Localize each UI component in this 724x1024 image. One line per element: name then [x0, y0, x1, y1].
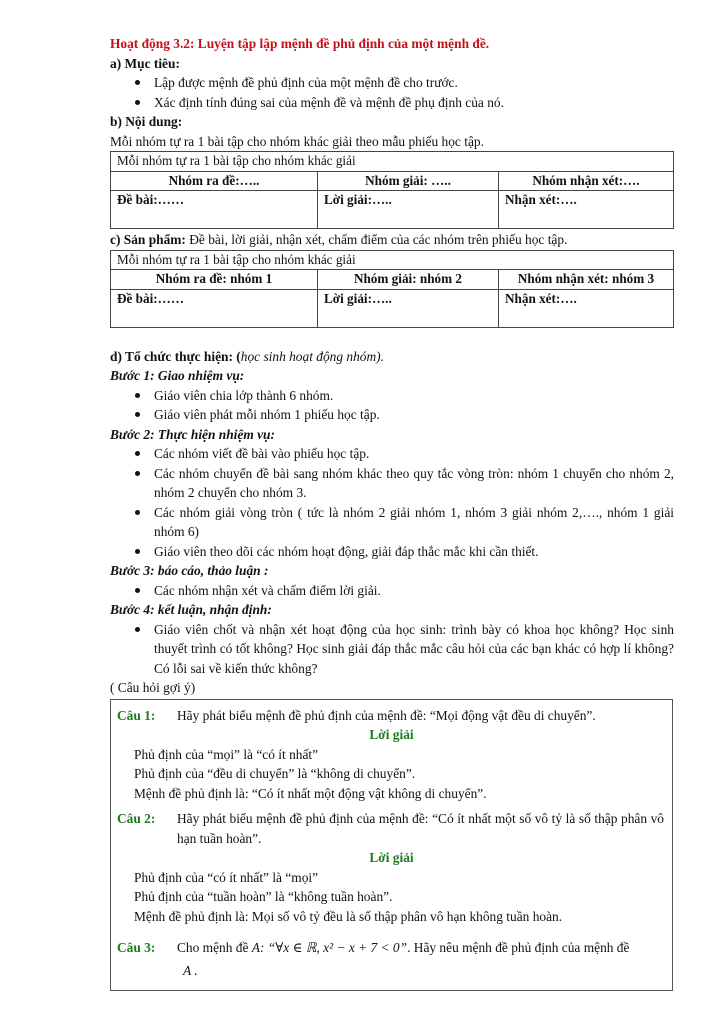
table-cell: Đề bài:…… [111, 191, 318, 229]
hint-label: ( Câu hỏi gợi ý) [110, 680, 196, 695]
worksheet-table-1 [110, 151, 674, 229]
question-number: Câu 3: [117, 940, 156, 955]
question-text: Hãy phát biểu mệnh đề phủ định của mệnh đề: “Có ít nhất một số vô tỷ là số thập phân vô hạn tuần hoàn”. [177, 811, 664, 846]
step-1-list [110, 386, 674, 425]
question-number: Câu 2: [117, 811, 156, 826]
table-caption: Mỗi nhóm tự ra 1 bài tập cho nhóm khác giải [111, 250, 674, 270]
answer-line: Phủ định của “mọi” là “có ít nhất” [134, 746, 319, 762]
table-cell: Nhận xét:…. [499, 289, 674, 327]
question-1 [111, 706, 672, 726]
list-item: Các nhóm viết đề bài vào phiếu học tập. [154, 444, 674, 464]
question-3 [111, 936, 672, 982]
solution-label: Lời giải [369, 727, 414, 742]
list-item: Giáo viên chốt và nhận xét hoạt động của học sinh: trình bày có khoa học không? Học sinh thuyết trình có tốt không? Học sinh giải đáp thắc mắc câu hỏi của các bạn khác có hợp lí không? Có lỗi sai về kiến thức không? [154, 620, 674, 679]
table-header: Nhóm ra đề: nhóm 1 [111, 270, 318, 290]
list-item: Giáo viên theo dõi các nhóm hoạt động, giải đáp thắc mắc khi cần thiết. [154, 542, 674, 562]
table-cell: Đề bài:…… [111, 289, 318, 327]
questions-box [110, 699, 673, 992]
question-text-pre: Cho mệnh đề [177, 940, 252, 955]
section-d [110, 347, 674, 367]
section-b-text: Mỗi nhóm tự ra 1 bài tập cho nhóm khác giải theo mẫu phiếu học tập. [110, 133, 484, 149]
step-2-list [110, 444, 674, 561]
table-cell: Lời giải:….. [318, 289, 499, 327]
table-cell: Lời giải:….. [318, 191, 499, 229]
question-text-post: . Hãy nêu mệnh đề phủ định của mệnh đề [407, 940, 630, 955]
table-header: Nhóm giải: nhóm 2 [318, 270, 499, 290]
step-4-list [110, 620, 674, 679]
section-d-note: học sinh hoạt động nhóm). [240, 348, 384, 364]
math-variable: A [251, 940, 260, 955]
step-1-label: Bước 1: Giao nhiệm vụ: [110, 368, 245, 383]
worksheet-table-2 [110, 250, 674, 328]
table-cell: Nhận xét:…. [499, 191, 674, 229]
step-4-label: Bước 4: kết luận, nhận định: [110, 602, 272, 617]
math-formula: : “∀x ∈ ℝ, x² − x + 7 < 0” [259, 940, 408, 955]
answer-line: Mệnh đề phủ định là: “Có ít nhất một động vật không di chuyển”. [134, 785, 487, 801]
question-number: Câu 1: [117, 707, 156, 723]
question-2 [111, 809, 672, 848]
list-item: Các nhóm giải vòng tròn ( tức là nhóm 2 giải nhóm 1, nhóm 3 giải nhóm 2,…., nhóm 1 giải nhóm 6) [154, 503, 674, 542]
solution-label: Lời giải [369, 850, 414, 865]
answer-line: Phủ định của “đều di chuyển” là “không di chuyển”. [134, 766, 416, 781]
table-header: Nhóm nhận xét:…. [499, 171, 674, 191]
question-text: Hãy phát biểu mệnh đề phủ định của mệnh đề: “Mọi động vật đều di chuyển”. [177, 707, 596, 723]
list-item: Lập được mệnh đề phủ định của một mệnh đề cho trước. [154, 73, 674, 93]
section-c-label: c) Sản phẩm: [110, 232, 186, 247]
table-caption: Mỗi nhóm tự ra 1 bài tập cho nhóm khác giải [111, 152, 674, 172]
table-header: Nhóm nhận xét: nhóm 3 [499, 270, 674, 290]
section-a-label: a) Mục tiêu: [110, 55, 180, 71]
list-item: Xác định tính đúng sai của mệnh đề và mệnh đề phụ định của nó. [154, 93, 674, 113]
list-item: Giáo viên chia lớp thành 6 nhóm. [154, 386, 674, 406]
answer-line: Mệnh đề phủ định là: Mọi số vô tỷ đều là số thập phân vô hạn không tuần hoàn. [134, 908, 563, 924]
step-3-list [110, 581, 674, 601]
step-2-label: Bước 2: Thực hiện nhiệm vụ: [110, 426, 275, 442]
math-variable: A . [183, 963, 198, 978]
answer-line: Phủ định của “có ít nhất” là “mọi” [134, 869, 319, 885]
table-header: Nhóm ra đề:….. [111, 171, 318, 191]
list-item: Các nhóm nhận xét và chấm điểm lời giải. [154, 581, 674, 601]
section-c-text: Đề bài, lời giải, nhận xét, chấm điểm của các nhóm trên phiếu học tập. [185, 232, 568, 247]
section-d-label: d) Tổ chức thực hiện: ( [110, 348, 241, 364]
step-3-label: Bước 3: báo cáo, thảo luận : [110, 563, 269, 578]
answer-line: Phủ định của “tuần hoàn” là “không tuần hoàn”. [134, 889, 393, 904]
table-header: Nhóm giải: ….. [318, 171, 499, 191]
section-c [110, 230, 674, 250]
list-item: Giáo viên phát mỗi nhóm 1 phiếu học tập. [154, 405, 674, 425]
objectives-list [110, 73, 674, 112]
document-page [110, 34, 674, 991]
list-item: Các nhóm chuyển đề bài sang nhóm khác theo quy tắc vòng tròn: nhóm 1 chuyển cho nhóm 2, nhóm 2 chuyển cho nhóm 3. [154, 464, 674, 503]
section-b-label: b) Nội dung: [110, 114, 183, 129]
activity-heading: Hoạt động 3.2: Luyện tập lập mệnh đề phủ định của một mệnh đề. [110, 36, 490, 51]
